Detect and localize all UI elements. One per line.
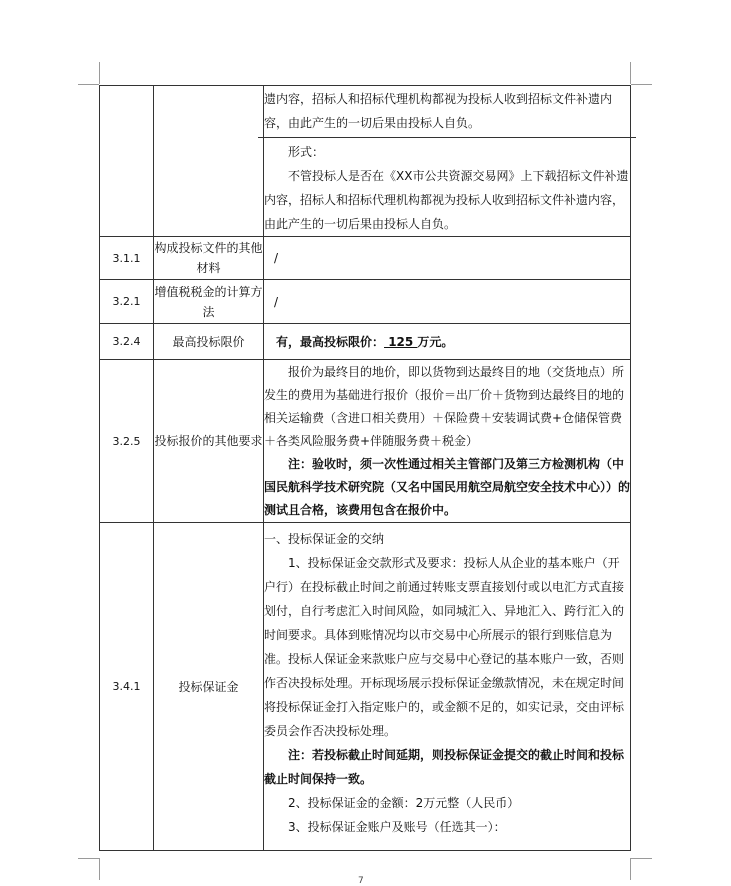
clause-name: 投标报价的其他要求	[154, 360, 264, 523]
clause-name: 投标保证金	[154, 523, 264, 851]
clause-content: /	[274, 294, 279, 309]
form-text: 不管投标人是否在《XX市公共资源交易网》上下载招标文件补遗内容，招标人和招标代理机构都视为投标人收到招标文件补遗内容，由此产生的一切后果由投标人自负。	[264, 169, 629, 231]
clause-content	[264, 360, 631, 523]
crop-mark	[631, 84, 652, 85]
pricing-paragraph: 报价为最终目的地价，即以货物到达最终目的地（交货地点）所发生的费用为基础进行报价（报价＝出厂价＋货物到达最终目的地的相关运输费（含进口相关费用）＋保险费＋安装调试费+仓储保管费＋各类风险服务费+伴随服务费＋税金）	[264, 364, 625, 448]
table-row	[100, 324, 631, 360]
addendum-text: 遗内容，招标人和招标代理机构都视为投标人收到招标文件补遗内容，由此产生的一切后果由投标人自负。	[264, 92, 613, 130]
deposit-amount: 2、投标保证金的金额：2万元整（人民币）	[288, 796, 520, 810]
pricing-note: 注：验收时，须一次性通过相关主管部门及第三方检测机构（中国民航科学技术研究院（又名中国民用航空局航空安全技术中心））的测试且合格，该费用包含在报价中。	[264, 456, 631, 517]
clause-content: /	[274, 251, 279, 265]
clause-content	[264, 523, 631, 851]
addendum-form-block	[258, 137, 636, 236]
crop-mark	[630, 62, 631, 84]
deposit-note: 注：若投标截止时间延期，则投标保证金提交的截止时间和投标截止时间保持一致。	[264, 748, 625, 786]
crop-mark	[99, 858, 100, 880]
clause-number: 3.1.1	[100, 237, 154, 280]
clause-name: 最高投标限价	[154, 324, 264, 360]
clause-number: 3.2.5	[100, 360, 154, 523]
crop-mark	[630, 858, 631, 880]
table-row	[100, 523, 631, 851]
max-price-label: 有，最高投标限价：	[276, 334, 385, 349]
clause-content	[264, 324, 631, 360]
form-label: 形式：	[288, 145, 325, 159]
crop-mark	[78, 858, 99, 859]
table-row	[100, 86, 631, 237]
clause-content	[264, 86, 631, 237]
crop-mark	[78, 84, 99, 85]
crop-mark	[631, 858, 652, 859]
clause-number: 3.2.4	[100, 324, 154, 360]
crop-mark	[99, 62, 100, 84]
deposit-method: 1、投标保证金交款形式及要求：投标人从企业的基本账户（开户行）在投标截止时间之前通过转账支票直接划付或以电汇方式直接划付，自行考虑汇入时间风险，如同城汇入、异地汇入、跨行汇入的时间要求。具体到账情况均以市交易中心所展示的银行到账信息为准。投标人保证金来款账户应与交易中心登记的基本账户一致，否则作否决投标处理。开标现场展示投标保证金缴款情况，未在规定时间将投标保证金打入指定账户的，或金额不足的，如实记录，交由评标委员会作否决投标处理。	[264, 556, 625, 738]
clause-number: 3.4.1	[100, 523, 154, 851]
max-price-unit: 万元。	[417, 334, 454, 349]
max-price-value: 125	[384, 334, 418, 349]
deposit-account: 3、投标保证金账户及账号（任选其一）：	[288, 820, 506, 834]
clause-name: 增值税税金的计算方法	[154, 280, 264, 324]
deposit-heading: 一、投标保证金的交纳	[264, 532, 385, 546]
clause-name: 构成投标文件的其他材料	[154, 237, 264, 280]
table-row	[100, 237, 631, 280]
clause-number: 3.2.1	[100, 280, 154, 324]
clause-name	[154, 86, 264, 237]
page-number: 7	[358, 876, 364, 886]
table-row	[100, 360, 631, 523]
table-row	[100, 280, 631, 324]
bid-data-table	[99, 85, 631, 851]
clause-number	[100, 86, 154, 237]
